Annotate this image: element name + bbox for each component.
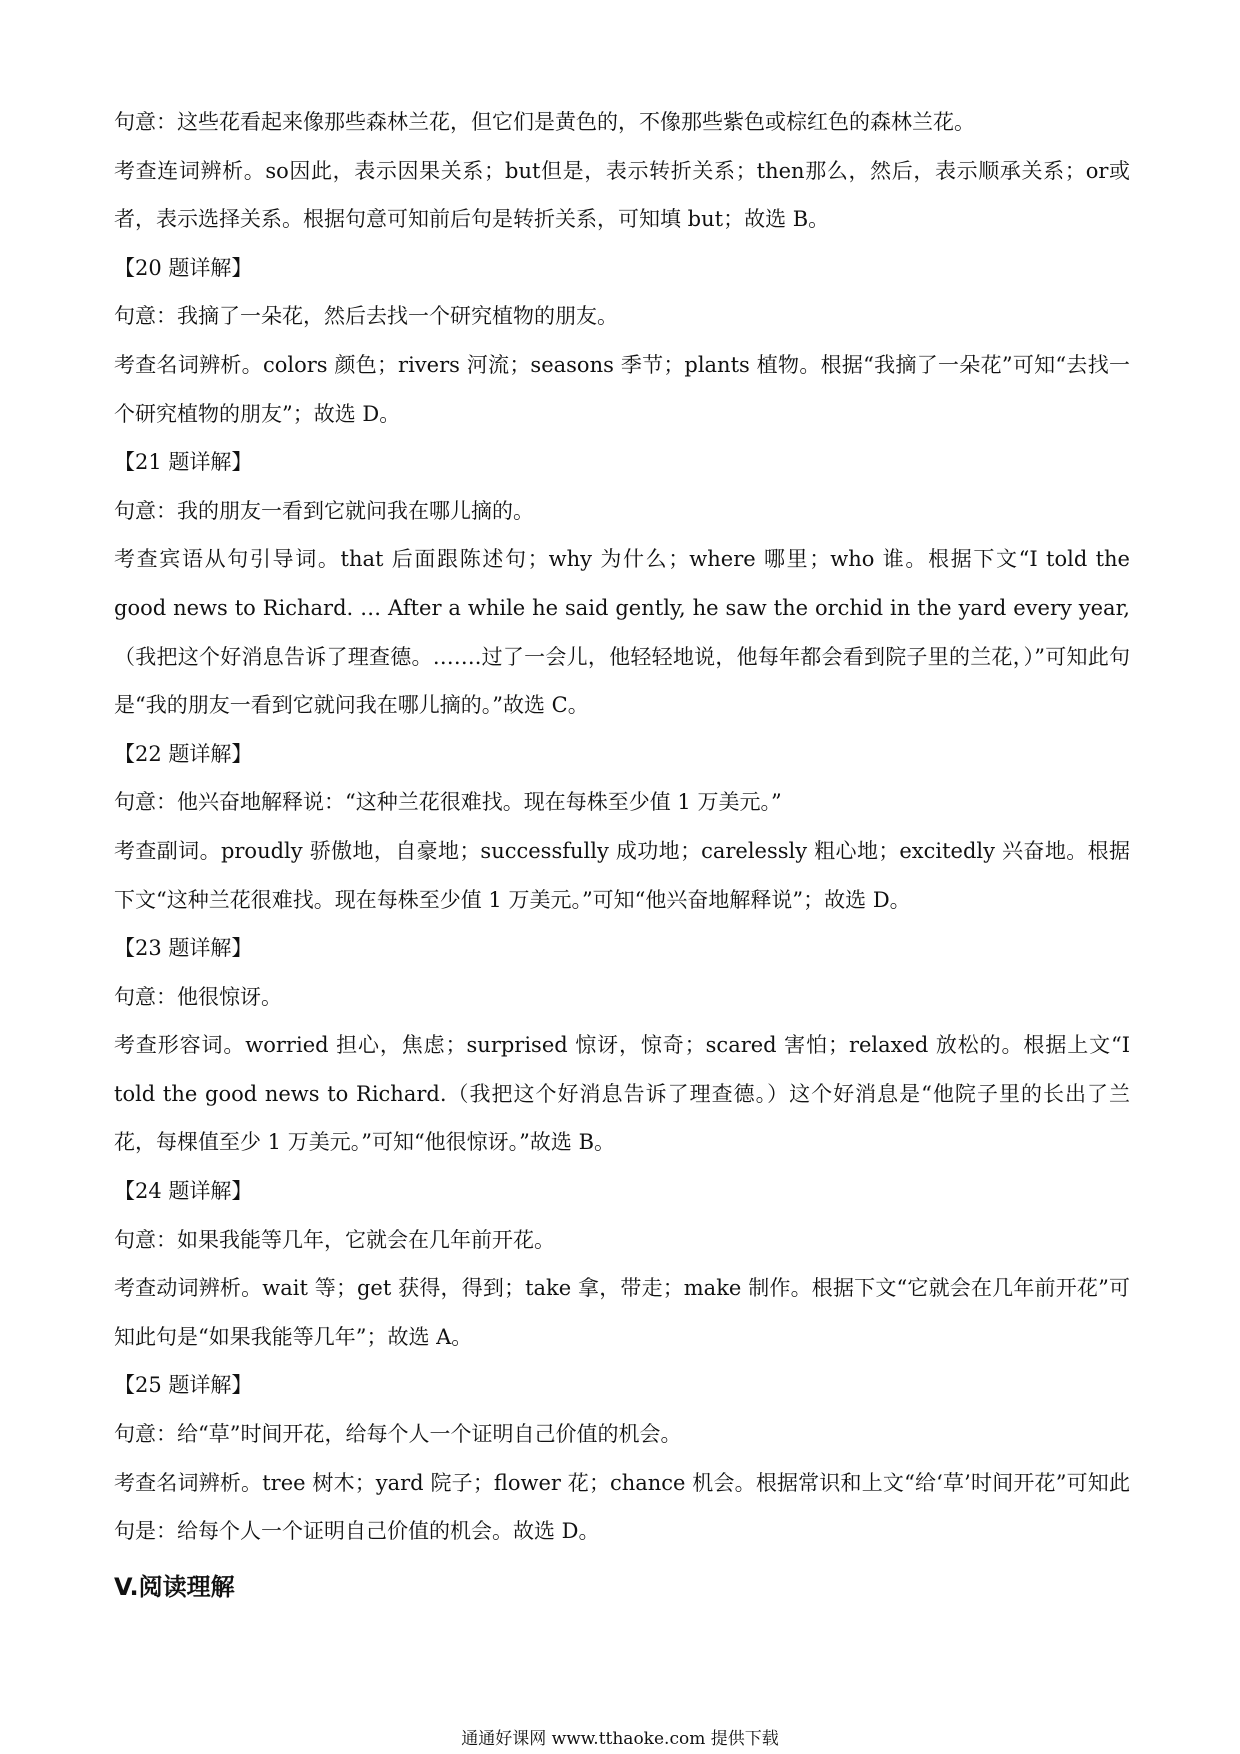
paragraph: 考查形容词。worried 担心，焦虑；surprised 惊讶，惊奇；scared 害怕；relaxed 放松的。根据上文“I told the good news to Richard.（我把这个好消息告诉了理查德。）这个好消息是“他院子里的长出了兰花，每棵值至少 1 万美元。”可知“他很惊讶。”故选 B。	[114, 1033, 1130, 1155]
page-footer: 通通好课网 www.tthaoke.com 提供下载	[461, 1729, 779, 1749]
paragraph: 句意：他兴奋地解释说：“这种兰花很难找。现在每株至少值 1 万美元。”	[114, 790, 782, 815]
paragraph: 句意：我的朋友一看到它就问我在哪儿摘的。	[114, 498, 534, 523]
paragraph: 句意：给“草”时间开花，给每个人一个证明自己价值的机会。	[114, 1422, 682, 1447]
paragraph: 句意：这些花看起来像那些森林兰花，但它们是黄色的，不像那些紫色或棕红色的森林兰花。	[114, 110, 975, 134]
question-heading: 【21 题详解】	[114, 450, 253, 475]
page-content	[114, 98, 1130, 1612]
paragraph: 考查动词辨析。wait 等；get 获得，得到；take 拿，带走；make 制作。根据下文“它就会在几年前开花”可知此句是“如果我能等几年”；故选 A。	[114, 1276, 1130, 1349]
paragraph: 句意：他很惊讶。	[114, 984, 282, 1009]
question-heading: 【24 题详解】	[114, 1179, 253, 1204]
paragraph: 句意：如果我能等几年，它就会在几年前开花。	[114, 1227, 555, 1252]
paragraph: 考查连词辨析。so因此，表示因果关系；but但是，表示转折关系；then那么，然后，表示顺承关系；or或者，表示选择关系。根据句意可知前后句是转折关系，可知填 but；故选 B。	[114, 158, 1130, 232]
paragraph: 句意：我摘了一朵花，然后去找一个研究植物的朋友。	[114, 304, 618, 329]
question-heading: 【23 题详解】	[114, 936, 253, 961]
question-heading: 【25 题详解】	[114, 1373, 253, 1398]
paragraph: 考查宾语从句引导词。that 后面跟陈述句；why 为什么；where 哪里；who 谁。根据下文“I told the good news to Richard. … After a while he said gently, he saw the orchid in the yard every year,（我把这个好消息告诉了理查德。…….过了一会儿，他轻轻地说，他每年都会看到院子里的兰花，）”可知此句是“我的朋友一看到它就问我在哪儿摘的。”故选 C。	[114, 547, 1130, 718]
paragraph: 考查名词辨析。tree 树木；yard 院子；flower 花；chance 机会。根据常识和上文“给‘草’时间开花”可知此句是：给每个人一个证明自己价值的机会。故选 D。	[114, 1470, 1130, 1544]
paragraph: 考查名词辨析。colors 颜色；rivers 河流；seasons 季节；plants 植物。根据“我摘了一朵花”可知“去找一个研究植物的朋友”；故选 D。	[114, 352, 1130, 426]
section-title: V.阅读理解	[114, 1572, 235, 1601]
question-heading: 【22 题详解】	[114, 741, 253, 766]
paragraph: 考查副词。proudly 骄傲地，自豪地；successfully 成功地；carelessly 粗心地；excitedly 兴奋地。根据下文“这种兰花很难找。现在每株至少值 1 万美元。”可知“他兴奋地解释说”；故选 D。	[114, 838, 1130, 912]
question-heading: 【20 题详解】	[114, 255, 253, 280]
